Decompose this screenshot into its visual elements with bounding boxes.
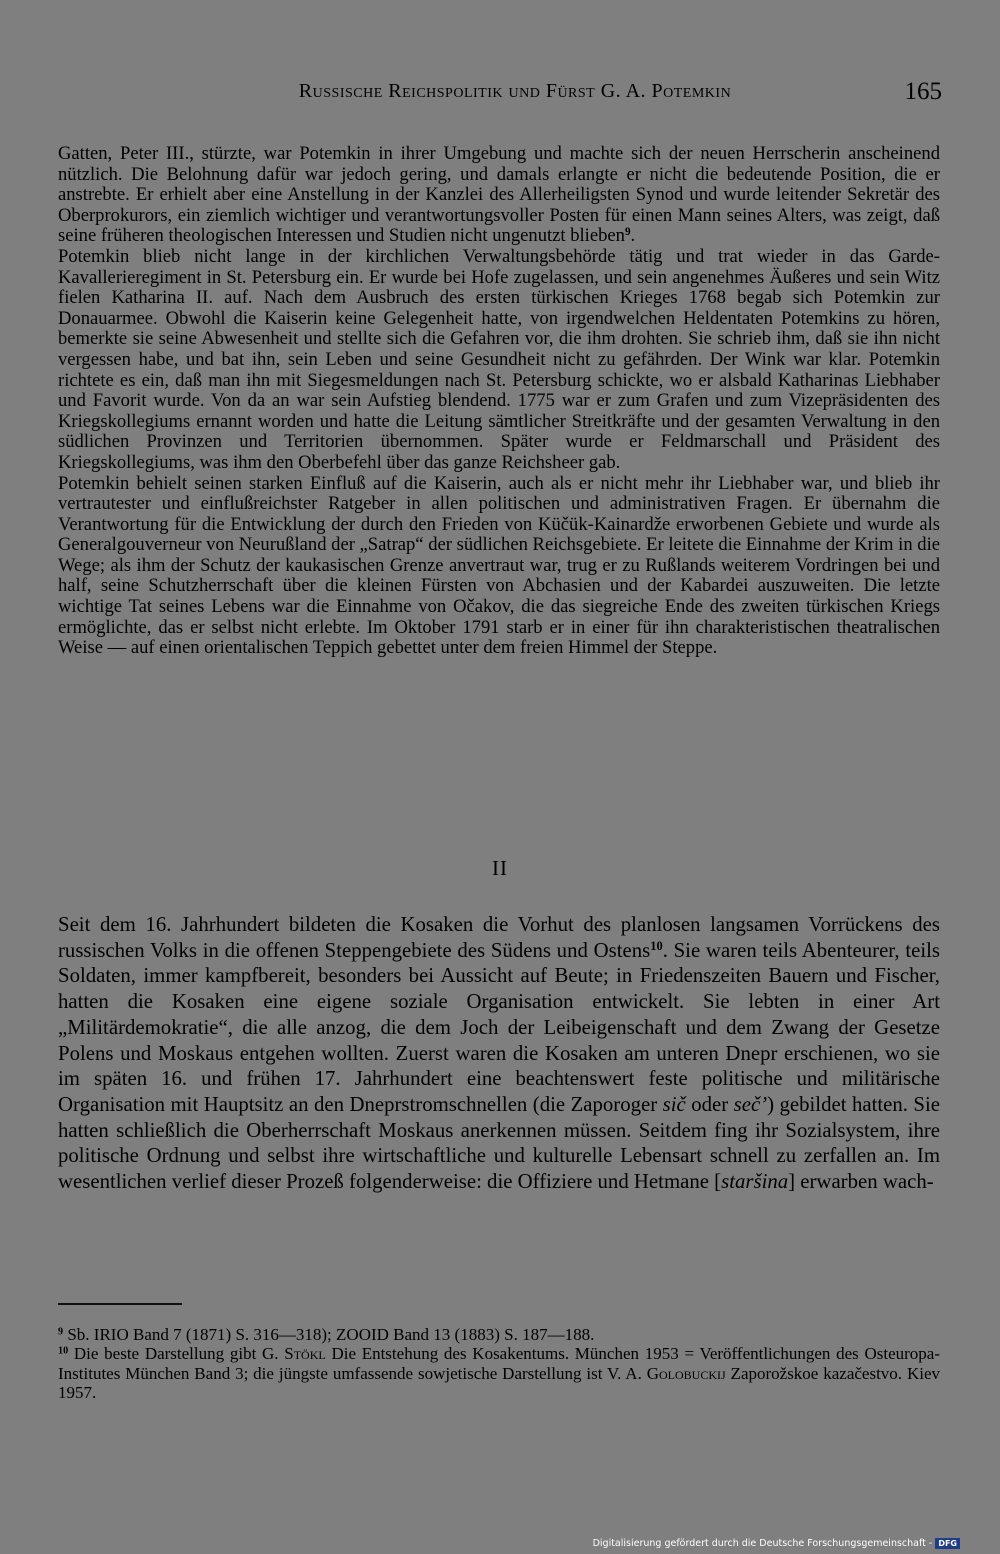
body-text-section-2	[58, 912, 940, 1195]
paragraph: Seit dem 16. Jahrhundert bildeten die Kosaken die Vorhut des planlosen langsamen Vorrückens des russischen Volks in die offenen Steppengebiete des Südens und Ostens$^{10}$. Sie waren teils Abenteurer, teils Soldaten, immer kampfbereit, besonders bei Aussicht auf Beute; in Friedenszeiten Bauern und Fischer, hatten die Kosaken eine eigene soziale Organisation entwickelt. Sie lebten in einer Art „Militärdemokratie“, die alle anzog, die dem Joch der Leibeigenschaft und dem Zwang der Gesetze Polens und Moskaus entgehen wollten. Zuerst waren die Kosaken am unteren Dnepr erschienen, wo sie im späten 16. und frühen 17. Jahrhundert eine beachtenswert feste politische und militärische Organisation mit Hauptsitz an den Dneprstromschnellen (die Zaporoger sič oder seč’) gebildet hatten. Sie hatten schließlich die Oberherrschaft Moskaus anerkennen müssen. Seitdem fing ihr Sozialsystem, ihre politische Ordnung und selbst ihre wirtschaftliche und kulturelle Lebensart schnell zu zerfallen an. Im wesentlichen verlief dieser Prozeß folgenderweise: die Offiziere und Hetmane [staršina] erwarben wach-	[58, 913, 940, 1194]
paragraph: Potemkin behielt seinen starken Einfluß auf die Kaiserin, auch als er nicht mehr ihr Liebhaber war, und blieb ihr vertrautester und einflußreichster Ratgeber in allen politischen und administrativen Fragen. Er übernahm die Verantwortung für die Entwicklung der durch den Frieden von Küčük-Kainardže erworbenen Gebiete und wurde als Generalgouverneur von Neurußland der „Satrap“ der südlichen Reichsgebiete. Er leitete die Einnahme der Krim in die Wege; als ihm der Schutz der kaukasischen Grenze anvertraut war, trug er zu Rußlands weiterem Vordringen bei und half, seine Schutzherrschaft über die kleinen Fürsten von Abchasien und der Kabardei auszuweiten. Die letzte wichtige Tat seines Lebens war die Einnahme von Očakov, die das siegreiche Ende des zweiten türkischen Kriegs ermöglichte, das er selbst nicht erlebte. Im Oktober 1791 starb er in einer für ihn charakteristischen theatralischen Weise — auf einen orientalischen Teppich gebettet unter dem freien Himmel der Steppe.	[58, 472, 940, 659]
footnote-10: $^{10}$ Die beste Darstellung gibt G. Stökl Die Entstehung des Kosakentums. München 1953 = Veröffentlichungen des Osteuropa-Institutes München Band 3; die jüngste umfassende sowjetische Darstellung ist V. A. Golobuckij Zaporožskoe kazačestvo. Kiev 1957.	[58, 1344, 940, 1403]
credit-text: Digitalisierung gefördert durch die Deutsche Forschungsgemeinschaft -	[592, 1538, 933, 1549]
paragraph: Potemkin blieb nicht lange in der kirchlichen Verwaltungsbehörde tätig und trat wieder in das Garde-Kavallerieregiment in St. Petersburg ein. Er wurde bei Hofe zugelassen, und sein angenehmes Äußeres und sein Witz fielen Katharina II. auf. Nach dem Ausbruch des ersten türkischen Krieges 1768 begab sich Potemkin zur Donauarmee. Obwohl die Kaiserin keine Gelegenheit hatte, von irgendwelchen Heldentaten Potemkins zu hören, bemerkte sie seine Abwesenheit und stellte sich die Gefahren vor, die ihm drohten. Sie schrieb ihm, daß sie ihn nicht vergessen habe, und bat ihn, sein Leben und seine Gesundheit nicht zu gefährden. Der Wink war klar. Potemkin richtete es ein, daß man ihn mit Siegesmeldungen nach St. Petersburg schickte, wo er alsbald Katharinas Liebhaber und Favorit wurde. Von da an war sein Aufstieg blendend. 1775 war er zum Grafen und zum Vizepräsidenten des Kriegskollegiums ernannt worden und hatte die Leitung sämtlicher Streitkräfte und der gesamten Verwaltung in den südlichen Provinzen und Territorien übernommen. Später wurde er Feldmarschall und Präsident des Kriegskollegiums, was ihm den Oberbefehl über das ganze Reichsheer gab.	[58, 245, 940, 473]
section-heading: II	[492, 856, 508, 880]
paragraph: Gatten, Peter III., stürzte, war Potemkin in ihrer Umgebung und machte sich der neuen Herrscherin anscheinend nützlich. Die Belohnung dafür war jedoch gering, und damals erlangte er nicht die bedeutende Position, die er anstrebte. Er erhielt aber eine Anstellung in der Kanzlei des Allerheiligsten Synod und wurde leitender Sekretär des Oberprokurors, ein ziemlich wichtiger und verantwortungsvoller Posten für einen Mann seines Alters, was zeigt, daß seine früheren theologischen Interessen und Studien nicht ungenutzt blieben$^9$.	[58, 143, 940, 247]
footnote-ref: 10	[650, 938, 663, 953]
term-italic: seč’	[733, 1092, 768, 1116]
running-head	[58, 80, 942, 110]
footnote-rule	[58, 1303, 182, 1305]
term-italic: staršina	[721, 1170, 789, 1194]
term-italic: sič	[662, 1092, 686, 1116]
footnote-9: $^9$ Sb. IRIO Band 7 (1871) S. 316—318); ZOOID Band 13 (1883) S. 187—188.	[58, 1325, 595, 1344]
dfg-logo: DFG	[935, 1538, 960, 1549]
footnotes	[58, 1325, 940, 1403]
footnote-ref: 9	[624, 226, 631, 239]
running-title: Russische Reichspolitik und Fürst G. A. Potemkin	[298, 80, 732, 102]
page-number: 165	[904, 78, 942, 105]
body-text-top	[58, 144, 940, 659]
digitization-credit	[593, 1537, 960, 1550]
